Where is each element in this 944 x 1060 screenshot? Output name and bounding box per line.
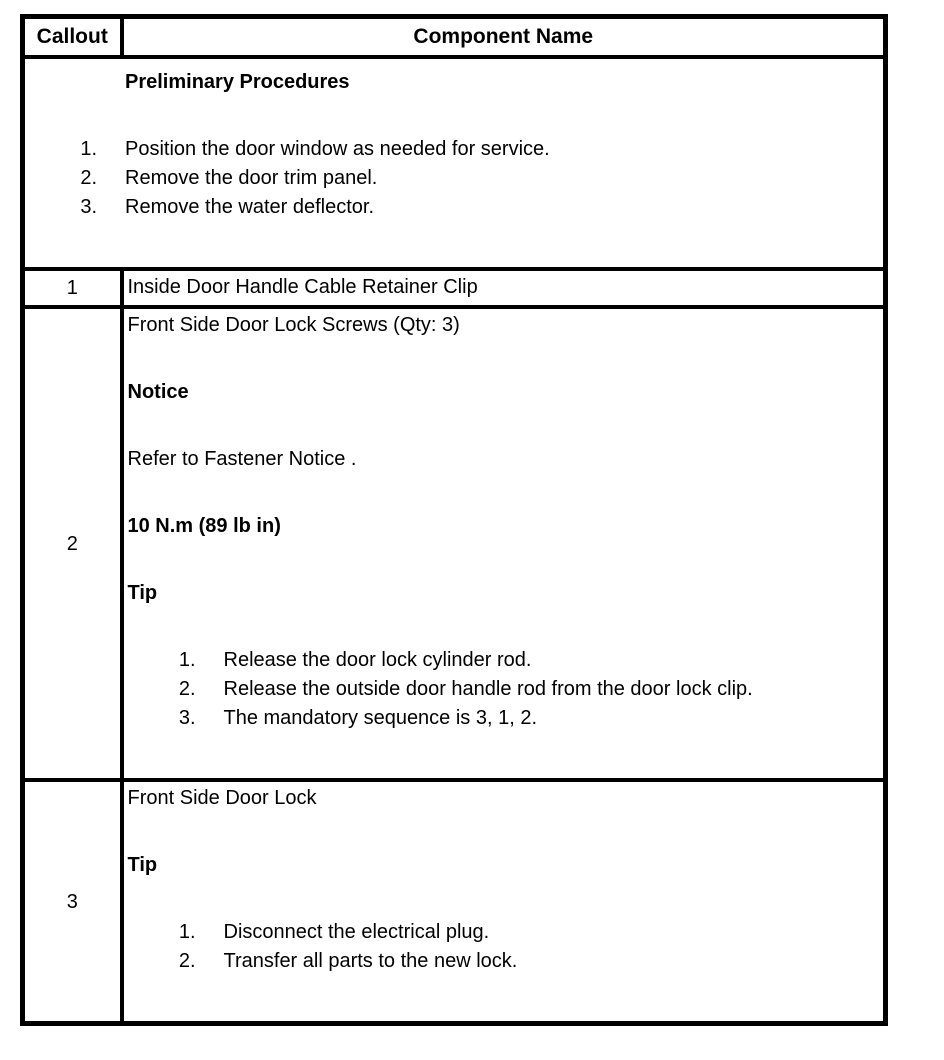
component-name-text: Front Side Door Lock Screws (Qty: 3): [127, 314, 460, 336]
component-name-cell: [122, 269, 886, 307]
callout-number: 2: [23, 307, 122, 780]
tip-step-item: Release the outside door handle rod from the door lock clip.: [223, 678, 753, 700]
callout-number: 3: [23, 780, 122, 1024]
torque-spec-text: 10 N.m (89 lb in): [127, 515, 281, 537]
callout-column-header: Callout: [23, 17, 122, 58]
tip-step-item: Disconnect the electrical plug.: [223, 921, 490, 943]
callout-number: 1: [23, 269, 122, 307]
tip-steps-list: [128, 649, 878, 729]
component-name-cell: [122, 780, 886, 1024]
tip-label: Tip: [127, 854, 158, 876]
preliminary-step-item: Remove the door trim panel.: [125, 167, 378, 189]
callout-2-row: [23, 307, 886, 780]
preliminary-steps-list: [29, 138, 877, 218]
callout-3-row: [23, 780, 886, 1024]
tip-label: Tip: [127, 582, 158, 604]
preliminary-procedures-cell: [23, 57, 886, 269]
callout-1-row: [23, 269, 886, 307]
tip-step-item: The mandatory sequence is 3, 1, 2.: [223, 707, 538, 729]
component-name-text: Inside Door Handle Cable Retainer Clip: [127, 276, 478, 298]
notice-reference-text: Refer to Fastener Notice .: [127, 448, 357, 470]
component-name-column-header: Component Name: [122, 17, 886, 58]
component-callout-table: [20, 14, 888, 1026]
preliminary-step-item: Remove the water deflector.: [125, 196, 375, 218]
preliminary-procedures-title: Preliminary Procedures: [125, 71, 350, 93]
tip-step-item: Transfer all parts to the new lock.: [223, 950, 518, 972]
tip-steps-list: [128, 921, 878, 972]
table-header-row: [23, 17, 886, 58]
component-name-cell: [122, 307, 886, 780]
component-name-text: Front Side Door Lock: [127, 787, 317, 809]
preliminary-step-item: Position the door window as needed for service.: [125, 138, 550, 160]
notice-label: Notice: [127, 381, 189, 403]
tip-step-item: Release the door lock cylinder rod.: [223, 649, 532, 671]
preliminary-procedures-row: [23, 57, 886, 269]
